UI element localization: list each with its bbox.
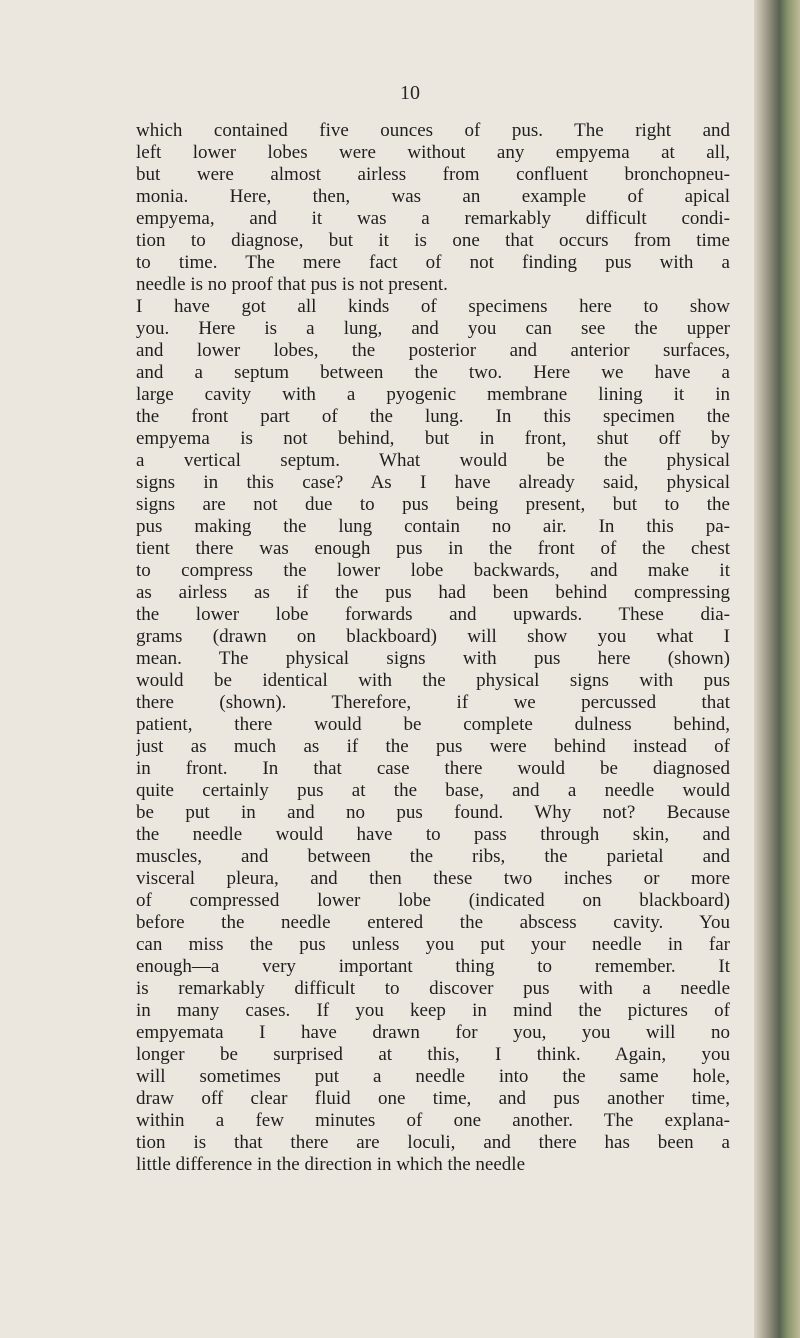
page-edge-shadow: [754, 0, 800, 1338]
text-line: mean. The physical signs with pus here (shown): [136, 648, 730, 669]
text-line: and lower lobes, the posterior and anterior surfaces,: [136, 340, 730, 361]
text-line: I have got all kinds of specimens here to show: [136, 296, 730, 317]
text-line: enough—a very important thing to remember. It: [136, 956, 730, 977]
text-line: will sometimes put a needle into the same hole,: [136, 1066, 730, 1087]
text-line: but were almost airless from confluent bronchopneu-: [136, 164, 730, 185]
text-line: patient, there would be complete dulness behind,: [136, 714, 730, 735]
text-line: empyema is not behind, but in front, shut off by: [136, 428, 730, 449]
text-line: a vertical septum. What would be the physical: [136, 450, 730, 471]
text-line: to time. The mere fact of not finding pus with a: [136, 252, 730, 273]
text-line: which contained five ounces of pus. The right and: [136, 120, 730, 141]
text-line: there (shown). Therefore, if we percussed that: [136, 692, 730, 713]
text-line: longer be surprised at this, I think. Again, you: [136, 1044, 730, 1065]
text-line: monia. Here, then, was an example of apical: [136, 186, 730, 207]
text-line: left lower lobes were without any empyema at all,: [136, 142, 730, 163]
text-line: as airless as if the pus had been behind compressing: [136, 582, 730, 603]
text-line: quite certainly pus at the base, and a needle would: [136, 780, 730, 801]
text-line: you. Here is a lung, and you can see the upper: [136, 318, 730, 339]
text-line: in many cases. If you keep in mind the pictures of: [136, 1000, 730, 1021]
text-line: is remarkably difficult to discover pus with a needle: [136, 978, 730, 999]
text-line: be put in and no pus found. Why not? Because: [136, 802, 730, 823]
text-line: within a few minutes of one another. The explana-: [136, 1110, 730, 1131]
text-line: can miss the pus unless you put your needle in far: [136, 934, 730, 955]
text-line: empyemata I have drawn for you, you will no: [136, 1022, 730, 1043]
text-line: empyema, and it was a remarkably difficult condi-: [136, 208, 730, 229]
body-text: [136, 120, 730, 1176]
text-line: would be identical with the physical signs with pus: [136, 670, 730, 691]
text-line: draw off clear fluid one time, and pus another time,: [136, 1088, 730, 1109]
text-line: little difference in the direction in which the needle: [136, 1154, 525, 1175]
text-line: the lower lobe forwards and upwards. These dia-: [136, 604, 730, 625]
text-line: grams (drawn on blackboard) will show you what I: [136, 626, 730, 647]
text-line: tient there was enough pus in the front of the chest: [136, 538, 730, 559]
text-line: muscles, and between the ribs, the parietal and: [136, 846, 730, 867]
text-line: and a septum between the two. Here we have a: [136, 362, 730, 383]
text-line: before the needle entered the abscess cavity. You: [136, 912, 730, 933]
text-line: pus making the lung contain no air. In this pa-: [136, 516, 730, 537]
text-line: the front part of the lung. In this specimen the: [136, 406, 730, 427]
text-line: visceral pleura, and then these two inches or more: [136, 868, 730, 889]
text-line: tion to diagnose, but it is one that occurs from time: [136, 230, 730, 251]
text-line: the needle would have to pass through skin, and: [136, 824, 730, 845]
text-line: signs in this case? As I have already said, physical: [136, 472, 730, 493]
text-line: tion is that there are loculi, and there has been a: [136, 1132, 730, 1153]
page-number: 10: [400, 82, 420, 104]
text-line: large cavity with a pyogenic membrane lining it in: [136, 384, 730, 405]
text-line: needle is no proof that pus is not present.: [136, 274, 448, 295]
text-line: signs are not due to pus being present, but to the: [136, 494, 730, 515]
text-line: in front. In that case there would be diagnosed: [136, 758, 730, 779]
text-line: just as much as if the pus were behind instead of: [136, 736, 730, 757]
text-line: to compress the lower lobe backwards, and make it: [136, 560, 730, 581]
text-line: of compressed lower lobe (indicated on blackboard): [136, 890, 730, 911]
